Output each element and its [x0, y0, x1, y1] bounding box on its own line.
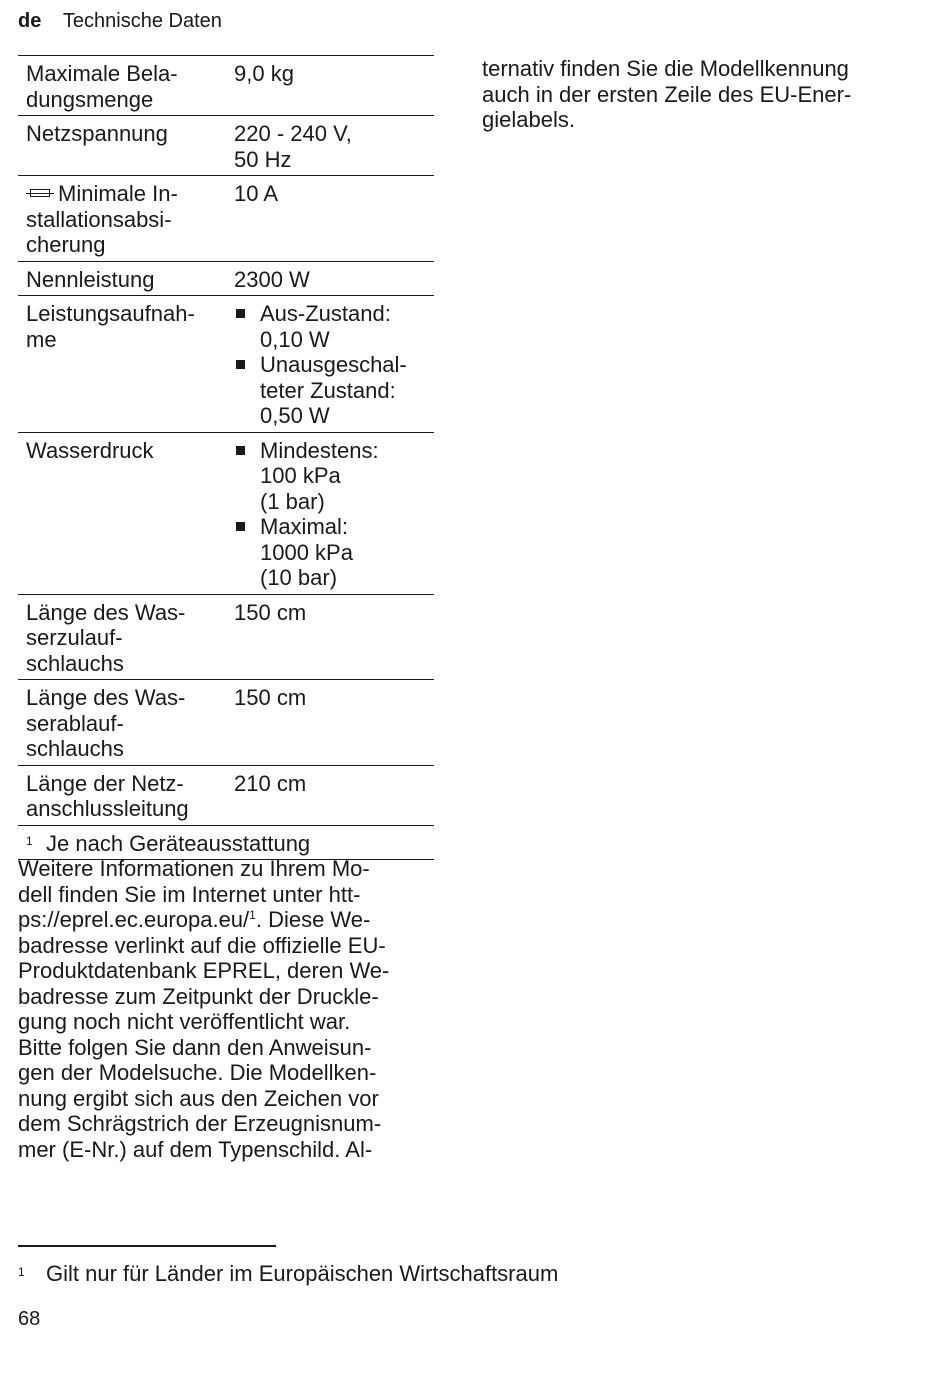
table-row	[18, 261, 434, 296]
bullet-list	[234, 438, 434, 591]
table-row	[18, 56, 434, 116]
list-item: Aus-Zustand: 0,10 W	[234, 301, 434, 352]
footnote-mark: 1	[18, 1265, 25, 1279]
table-row	[18, 680, 434, 766]
row-value	[234, 296, 434, 433]
row-value: 210 cm	[234, 765, 434, 825]
table-row	[18, 432, 434, 594]
table-row	[18, 116, 434, 176]
table-footnote-row	[18, 825, 434, 860]
list-item: Mindestens: 100 kPa (1 bar)	[234, 438, 434, 515]
row-value: 150 cm	[234, 594, 434, 680]
body-paragraph-right: ternativ finden Sie die Modellkennung auch in der ersten Zeile des EU-Ener- gielabels.	[482, 56, 852, 132]
row-value: 150 cm	[234, 680, 434, 766]
footnote-text: Je nach Geräteausstattung	[46, 830, 311, 856]
footnote-divider	[18, 1245, 276, 1247]
row-label: Maximale Bela- dungsmenge	[18, 56, 234, 116]
footnote-text: Gilt nur für Länder im Europäischen Wirtschaftsraum	[46, 1261, 559, 1286]
row-value	[234, 432, 434, 594]
footnote-ref: 1	[249, 908, 256, 922]
list-item: Unausgeschal- teter Zustand: 0,50 W	[234, 352, 434, 429]
table-row	[18, 765, 434, 825]
list-item: Maximal: 1000 kPa (10 bar)	[234, 514, 434, 591]
table-row	[18, 296, 434, 433]
row-label: Länge des Was- serablauf- schlauchs	[18, 680, 234, 766]
row-label: Minimale In- stallationsabsi- cherung	[18, 176, 234, 262]
bullet-list	[234, 301, 434, 429]
footnote-mark: 1	[26, 833, 33, 848]
table-footnote	[18, 825, 434, 860]
row-label: Länge des Was- serzulauf- schlauchs	[18, 594, 234, 680]
row-label: Netzspannung	[18, 116, 234, 176]
page-header	[18, 8, 222, 34]
row-label: Nennleistung	[18, 261, 234, 296]
row-label: Länge der Netz- anschlussleitung	[18, 765, 234, 825]
row-value: 9,0 kg	[234, 56, 434, 116]
row-value: 10 A	[234, 176, 434, 262]
body-paragraph-left: Weitere Informationen zu Ihrem Mo- dell finden Sie im Internet unter htt- ps://eprel.ec.europa.eu/$^1$. Diese We- badresse verlinkt auf die offizielle EU- Produktdatenbank EPREL, deren We- badresse zum Zeitpunkt der Druckle- gung noch nicht veröffentlicht war. Bitte folgen Sie dann den Anweisun- gen der Modelsuche. Die Modellken- nung ergibt sich aus den Zeichen vor dem Schrägstrich der Erzeugnisnum- mer (E-Nr.) auf dem Typenschild. Al-	[18, 856, 390, 1162]
section-title: Technische Daten	[62, 10, 222, 32]
row-label: Leistungsaufnah- me	[18, 296, 234, 433]
table-row	[18, 594, 434, 680]
row-label: Wasserdruck	[18, 432, 234, 594]
fuse-icon	[26, 189, 54, 199]
language-code: de	[18, 10, 42, 32]
row-value: 220 - 240 V, 50 Hz	[234, 116, 434, 176]
table-row	[18, 176, 434, 262]
page-number: 68	[18, 1308, 41, 1330]
technical-data-table	[18, 55, 434, 860]
row-value: 2300 W	[234, 261, 434, 296]
page-footnote	[18, 1261, 558, 1287]
